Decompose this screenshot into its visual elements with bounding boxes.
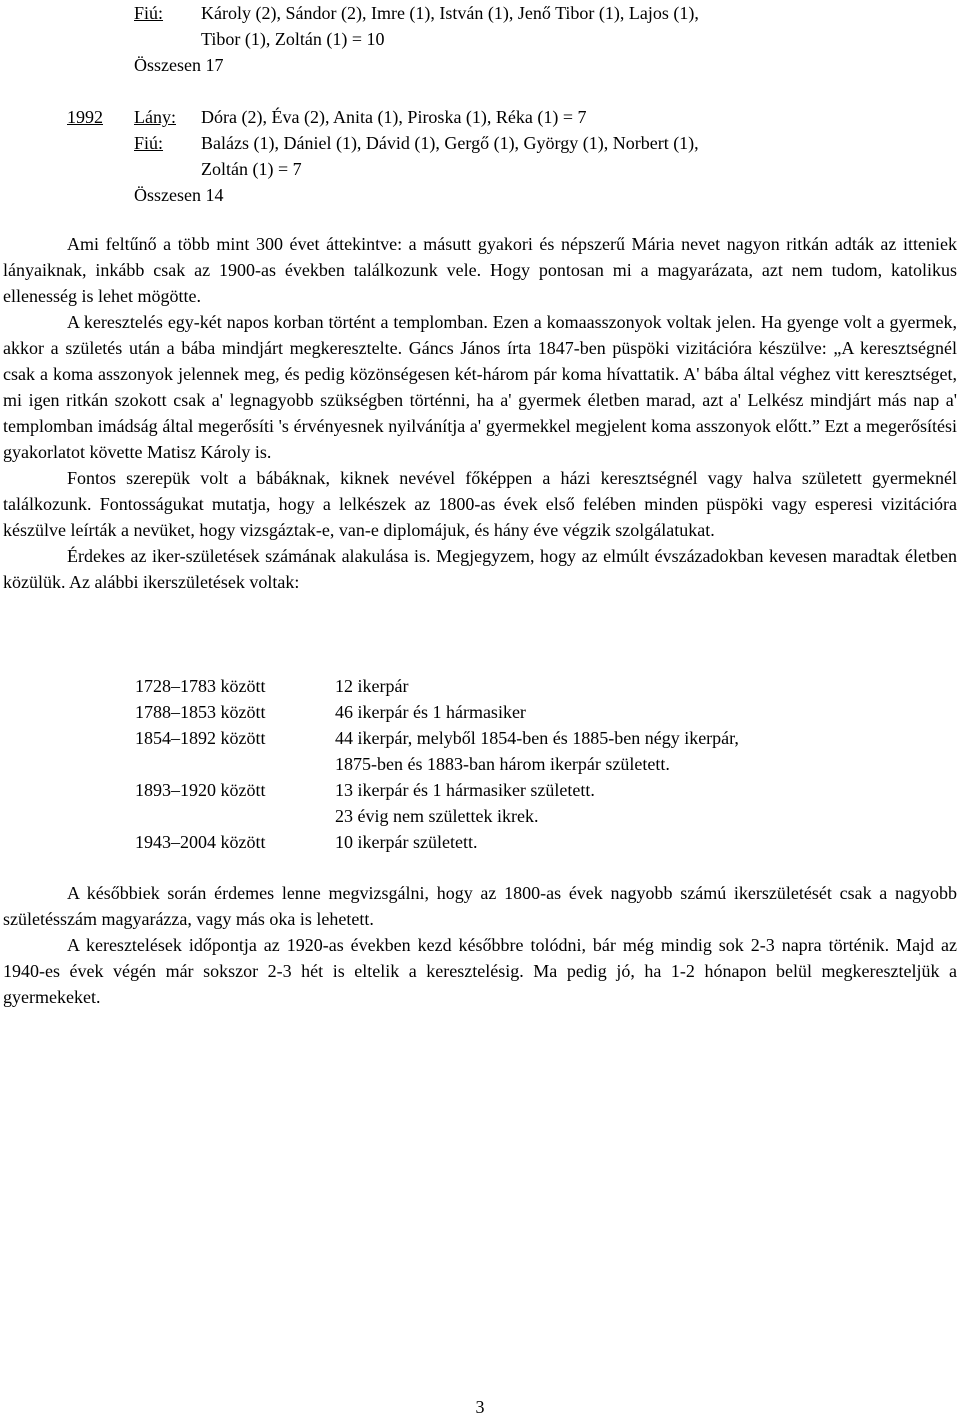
name-row: [67, 130, 927, 156]
twin-count: 44 ikerpár, melyből 1854-ben és 1885-ben négy ikerpár,: [335, 728, 739, 748]
total-count: Összesen 17: [134, 55, 224, 75]
period: 1788–1853 között: [135, 702, 266, 722]
total-row: [67, 52, 927, 78]
fiu-names-cont: Zoltán (1) = 7: [201, 159, 302, 179]
fiu-names: Károly (2), Sándor (2), Imre (1), István (1), Jenő Tibor (1), Lajos (1),: [201, 3, 699, 23]
period: 1728–1783 között: [135, 676, 266, 696]
fiu-names-cont: Tibor (1), Zoltán (1) = 10: [201, 29, 385, 49]
paragraph: A keresztelés egy-két napos korban történt a templomban. Ezen a komaasszonyok voltak jelen. Ha gyenge volt a gyermek, akkor a születés után a bába mindjárt megkeresztelte. Gáncs János írta 1847-ben püspöki vizitációra készülve: „A keresztségnél csak a koma asszonyok jelennek meg, és pedig közönségesen két-három pár koma hívattatik. A' bába által véghez vitt keresztséget, mi igen ritkán szokott csak a' legnagyobb szükségben történni, ha a' gyermek életben marad, azt a' Lelkész mindjárt más nap a' templomban imádság által megerősíti 's érvényesnek nyilvánítja a' gyermekkel megjelent koma asszonyok előtt.” Ezt a megerősítési gyakorlatot követte Matisz Károly is.: [3, 312, 957, 462]
lany-label: Lány:: [134, 107, 176, 127]
total-row: [67, 182, 927, 208]
year-label: 1992: [67, 107, 103, 127]
twin-count-cont: 1875-ben és 1883-ban három ikerpár született.: [335, 754, 670, 774]
body-text: [3, 231, 957, 595]
twin-count: 12 ikerpár: [335, 676, 409, 696]
fiu-label: Fiú:: [134, 3, 164, 23]
period: 1854–1892 között: [135, 728, 266, 748]
fiu-names: Balázs (1), Dániel (1), Dávid (1), Gergő (1), György (1), Norbert (1),: [201, 133, 699, 153]
name-list: [67, 0, 927, 208]
paragraph: Érdekes az iker-születések számának alakulása is. Megjegyzem, hogy az elmúlt évszázadokban kevesen maradtak életben közülük. Az alábbi ikerszületések voltak:: [3, 546, 957, 592]
total-count: Összesen 14: [134, 185, 224, 205]
name-row: [67, 26, 927, 52]
paragraph: Fontos szerepük volt a bábáknak, kiknek nevével főképpen a házi keresztségnél vagy halva született gyermeknél találkozunk. Fontosságukat mutatja, hogy a lelkészek az 1800-as évek első felében minden püspöki vagy esperesi vizitációra készülve leírták a nevüket, hogy vizsgáztak-e, van-e diplomájuk, és hány éve végzik szolgálatukat.: [3, 468, 957, 540]
twin-count: 13 ikerpár és 1 hármasiker született.: [335, 780, 595, 800]
lany-names: Dóra (2), Éva (2), Anita (1), Piroska (1), Réka (1) = 7: [201, 107, 587, 127]
body-text-continued: [3, 880, 957, 1010]
paragraph: A keresztelések időpontja az 1920-as években kezd későbbre tolódni, bár még mindig sok 2-3 napra történik. Majd az 1940-es évek végén már sokszor 2-3 hét is eltelik a keresztelésig. Ma pedig jó, ha 1-2 hónapon belül megkereszteljük a gyermekeket.: [3, 935, 957, 1007]
period: 1943–2004 között: [135, 832, 266, 852]
name-row: [67, 104, 927, 130]
name-row: [67, 156, 927, 182]
paragraph: A későbbiek során érdemes lenne megvizsgálni, hogy az 1800-as évek nagyobb számú ikerszületését csak a nagyobb születésszám magyarázza, vagy más oka is lehetett.: [3, 883, 957, 929]
twin-count-cont: 23 évig nem születtek ikrek.: [335, 806, 539, 826]
fiu-label: Fiú:: [134, 133, 164, 153]
twin-count: 46 ikerpár és 1 hármasiker: [335, 702, 526, 722]
period: 1893–1920 között: [135, 780, 266, 800]
paragraph: Ami feltűnő a több mint 300 évet áttekintve: a másutt gyakori és népszerű Mária nevet nagyon ritkán adták az itteniek lányaiknak, inkább csak az 1900-as években találkozunk vele. Hogy pontosan mi a magyarázata, azt nem tudom, katolikus ellenesség is lehet mögötte.: [3, 234, 957, 306]
name-row: [67, 0, 927, 26]
page-number: 3: [475, 1397, 485, 1417]
twin-count: 10 ikerpár született.: [335, 832, 478, 852]
